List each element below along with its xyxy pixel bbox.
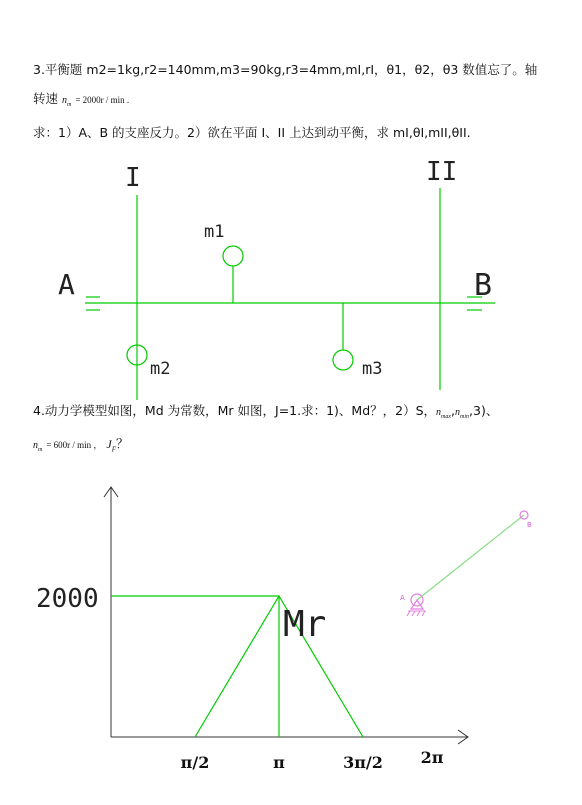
label-A: A [400,594,405,602]
nmax-symbol: $n_{max}$ [436,407,452,420]
speed-value-2: = 600r / min ， [46,440,103,450]
problem3-line1: 3.平衡题 m2=1kg,r2=140mm,m3=90kg,r3=4mm,mI,rI，θ1，θ2，θ3 数值忘了。轴 [33,62,538,77]
nm-symbol: $n_m$ [62,95,72,108]
mass3-label: m3 [362,359,383,379]
plane-I-label: I [125,163,141,193]
x-tick-label: π/2 [180,753,210,772]
support-B-label: B [474,268,493,303]
link-AB [417,515,524,600]
problem4-line1: 4.动力学模型如图，Md 为常数，Mr 如图，J=1.求：1)、Md？，2）S，$n_{max},n_{min},3$)、 [33,403,499,420]
speed-value: = 2000r / min . [75,95,130,105]
problem3-line3: 求：1）A、B 的支座反力。2）欲在平面 I、II 上达到动平衡，求 mI,θI,mII,θII. [33,125,471,140]
ground-hatch-A [407,611,426,616]
problem4-line2: $n_m = 600r / \min$ ， $J_F$？ [33,436,129,454]
support-A-label: A [58,268,75,301]
x-tick-label: 2π [420,748,444,767]
x-tick-label: π [273,753,285,772]
series-label-Mr: Mr [283,604,327,645]
mass2-label: m2 [150,359,171,379]
nmin-symbol: $n_{min}$ [455,407,470,420]
JF-symbol: $J_F$ [106,437,116,454]
x-tick-label: 3π/2 [343,753,383,772]
y-tick-2000: 2000 [36,584,99,614]
nm-symbol-2: $n_m$ [33,440,43,453]
mass1-label: m1 [204,222,225,242]
label-B: B [527,521,532,529]
speed-label: 转速 [33,91,59,106]
plane-II-label: II [426,157,458,187]
